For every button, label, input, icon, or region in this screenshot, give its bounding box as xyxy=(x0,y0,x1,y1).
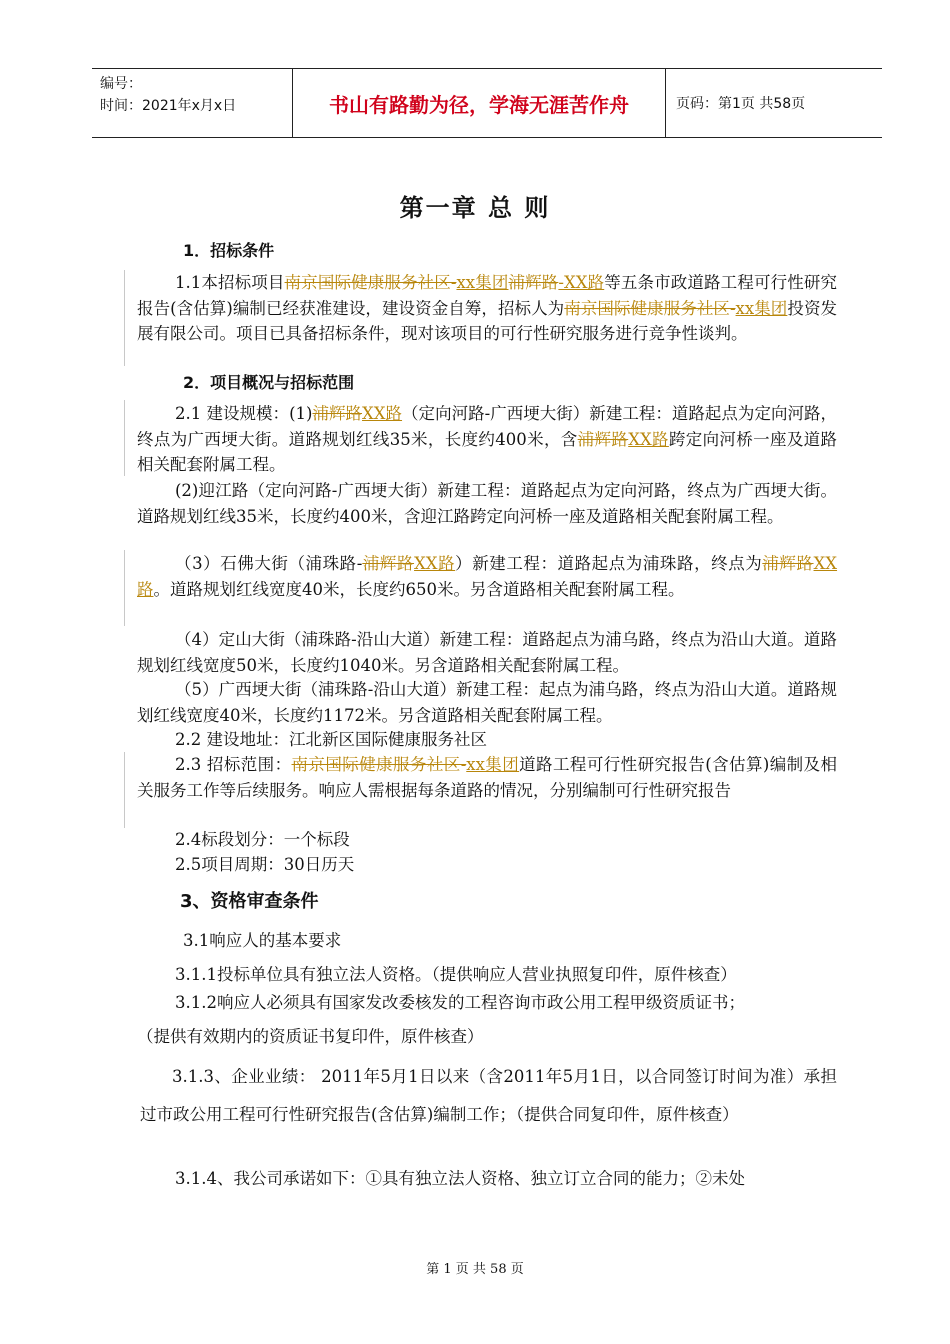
paragraph-3-1-4: 3.1.4、我公司承诺如下：①具有独立法人资格、独立订立合同的能力；②未处 xyxy=(175,1169,745,1188)
text-run: 2.1 建设规模：(1) xyxy=(175,404,313,423)
deleted-text: 南京国际健康服务社区- xyxy=(284,273,457,292)
paragraph-1-1 xyxy=(137,270,837,347)
deleted-text: 浦辉路 xyxy=(577,429,629,449)
text-run: 道路工程可行性研究报告(含估算)编制及相关服务工作等后续服务。响应人需根据每条道路的情况，分别编制可行性研究报告 xyxy=(137,755,837,800)
deleted-text: 浦辉路 xyxy=(312,404,363,423)
section-heading-3: 3、资格审查条件 xyxy=(180,891,319,912)
paragraph-2-1 xyxy=(137,401,837,478)
deleted-text: 浦辉路 xyxy=(362,554,415,573)
text-run: （3）石佛大街（浦珠路- xyxy=(175,554,363,573)
change-bar xyxy=(124,400,125,476)
deleted-text: 浦辉路 xyxy=(508,273,559,292)
text-run: 跨定向河桥一座及道路相关配套附属工程。 xyxy=(137,429,838,475)
paragraph-2-2: 2.2 建设地址：江北新区国际健康服务社区 xyxy=(175,730,487,749)
paragraph-3-1-1: 3.1.1投标单位具有独立法人资格。（提供响应人营业执照复印件，原件核查） xyxy=(175,965,737,984)
paragraph-2-4: 2.4标段划分：一个标段 xyxy=(175,830,350,849)
text-run: 1.1本招标项目 xyxy=(175,273,285,292)
paragraph-3-1: 3.1响应人的基本要求 xyxy=(183,931,342,950)
inserted-text: XX路 xyxy=(628,429,669,449)
inserted-text: XX路 xyxy=(137,554,838,599)
paragraph-2-1-4: （4）定山大街（浦珠路-沿山大道）新建工程：道路起点为浦乌路，终点为沿山大道。道路规划红线宽度50米，长度约1040米。另含道路相关配套附属工程。 xyxy=(137,630,837,675)
inserted-text: xx集团 xyxy=(456,273,509,292)
text-run: 投资发展有限公司。项目已具备招标条件，现对该项目的可行性研究服务进行竞争性谈判。 xyxy=(137,298,838,344)
page-footer: 第 1 页 共 58 页 xyxy=(426,1262,524,1277)
change-bar xyxy=(124,270,125,366)
inserted-text: XX路 xyxy=(362,404,403,423)
paragraph-2-1-2: (2)迎江路（定向河路-广西埂大街）新建工程：道路起点为定向河路，终点为广西埂大街。道路规划红线35米，长度约400米，含迎江路跨定向河桥一座及道路相关配套附属工程。 xyxy=(137,481,837,526)
inserted-text: XX路 xyxy=(414,554,456,573)
text-run: （定向河路-广西埂大街）新建工程：道路起点为定向河路，终点为广西埂大街。道路规划红线35米，长度约400米，含 xyxy=(137,404,838,449)
change-bar xyxy=(124,550,125,626)
text-run: 2.3 招标范围： xyxy=(175,755,292,774)
section-heading-2: 2．项目概况与招标范围 xyxy=(183,373,355,392)
paragraph-2-1-3 xyxy=(137,551,837,602)
inserted-text: xx集团 xyxy=(466,755,520,774)
paragraph-2-3 xyxy=(137,752,837,803)
deleted-text: 南京国际健康服务社区- xyxy=(291,755,467,774)
inserted-text: xx集团 xyxy=(735,298,788,318)
text-run: 。道路规划红线宽度40米，长度约650米。另含道路相关配套附属工程。 xyxy=(153,579,685,599)
header-meta xyxy=(100,73,236,117)
paragraph-3-1-2: 3.1.2响应人必须具有国家发改委核发的工程咨询市政公用工程甲级资质证书； xyxy=(175,993,745,1012)
paragraph-3-1-2-note: （提供有效期内的资质证书复印件，原件核查） xyxy=(137,1027,484,1046)
section-heading-1: 1．招标条件 xyxy=(183,241,275,260)
page-header xyxy=(92,68,882,138)
header-motto: 书山有路勤为径，学海无涯苦作舟 xyxy=(292,69,666,137)
deleted-text: 浦辉路 xyxy=(762,554,814,573)
inserted-text: -XX路 xyxy=(558,273,605,292)
deleted-text: 南京国际健康服务社区- xyxy=(564,298,736,318)
text-run: ）新建工程：道路起点为浦珠路，终点为 xyxy=(455,554,763,573)
chapter-title: 第一章 总 则 xyxy=(399,194,551,222)
header-page-label: 页码：第1页 共58页 xyxy=(676,96,806,112)
time-label: 时间：2021年x月x日 xyxy=(100,98,237,114)
paragraph-2-1-5: （5）广西埂大街（浦珠路-沿山大道）新建工程：起点为浦乌路，终点为沿山大道。道路规划红线宽度40米，长度约1172米。另含道路相关配套附属工程。 xyxy=(137,680,837,725)
text-run: 等五条市政道路工程可行性研究报告(含估算)编制已经获准建设，建设资金自筹，招标人为 xyxy=(137,273,837,318)
paragraph-2-5: 2.5项目周期：30日历天 xyxy=(175,855,355,874)
number-label: 编号： xyxy=(100,76,142,92)
paragraph-3-1-3: 3.1.3、企业业绩： 2011年5月1日以来（含2011年5月1日，以合同签订时间为准）承担过市政公用工程可行性研究报告(含估算)编制工作；（提供合同复印件，原件核查） xyxy=(140,1067,837,1124)
change-bar xyxy=(124,752,125,828)
